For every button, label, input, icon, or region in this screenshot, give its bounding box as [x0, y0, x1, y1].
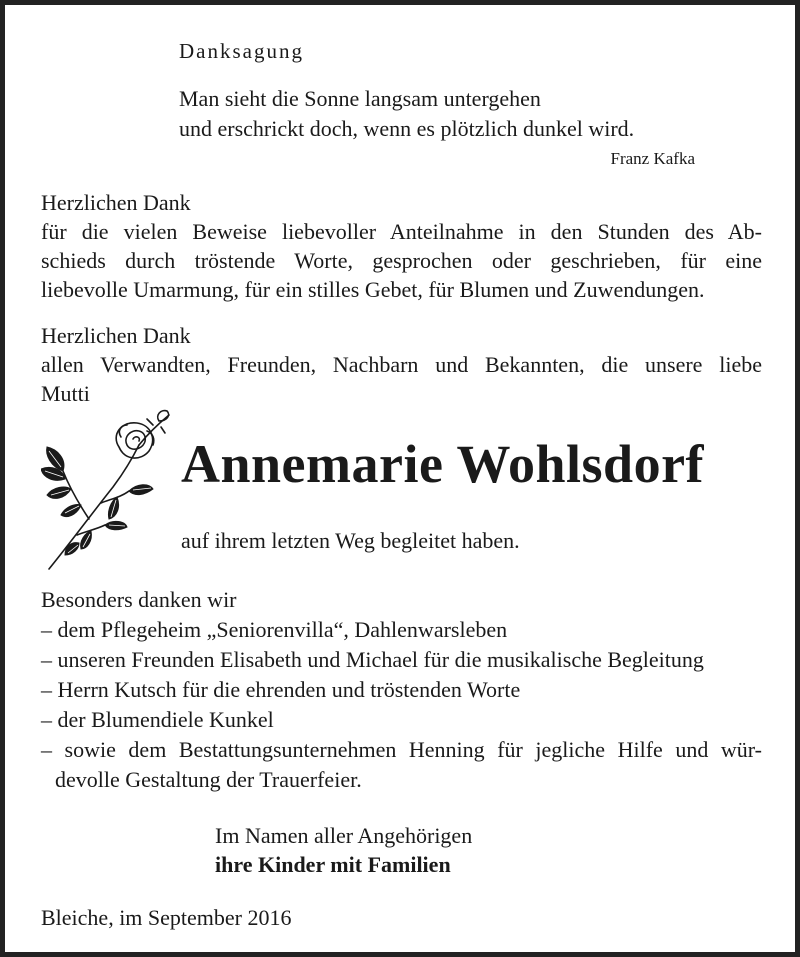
thanks-text-line: allen Verwandten, Freunden, Nachbarn und Bekannten, die unsere liebe	[41, 352, 762, 377]
list-item: – unseren Freunden Elisabeth und Michael für die musikalische Begleitung	[41, 647, 704, 672]
signature-line-1: Im Namen aller Angehörigen	[215, 823, 473, 848]
signature-line-2: ihre Kinder mit Familien	[215, 852, 451, 877]
rose-icon	[41, 407, 175, 575]
quote-line-1: Man sieht die Sonne langsam untergehen	[179, 86, 541, 111]
deceased-name: Annemarie Wohlsdorf	[181, 434, 705, 494]
thanks-text-line: Mutti	[41, 381, 90, 406]
thanks-text-line: liebevolle Umarmung, für ein stilles Gebet, für Blumen und Zuwendungen.	[41, 277, 705, 302]
list-item: – Herrn Kutsch für die ehrenden und tröstenden Worte	[41, 677, 521, 702]
place-date: Bleiche, im September 2016	[41, 905, 292, 930]
list-item: – der Blumendiele Kunkel	[41, 707, 274, 732]
thanks-heading-1: Herzlichen Dank	[41, 190, 191, 215]
accompanied-line: auf ihrem letzten Weg begleitet haben.	[181, 528, 520, 553]
list-item: – dem Pflegeheim „Seniorenvilla“, Dahlenwarsleben	[41, 617, 508, 642]
list-item: – sowie dem Bestattungsunternehmen Henning für jegliche Hilfe und wür-	[41, 737, 762, 762]
list-item-continuation: devolle Gestaltung der Trauerfeier.	[55, 767, 362, 792]
thanks-text-line: schieds durch tröstende Worte, gesprochen oder geschrieben, für eine	[41, 248, 762, 273]
thanks-heading-2: Herzlichen Dank	[41, 323, 191, 348]
thanks-text-line: für die vielen Beweise liebevoller Anteilnahme in den Stunden des Ab-	[41, 219, 762, 244]
quote-author: Franz Kafka	[610, 149, 695, 168]
special-thanks-heading: Besonders danken wir	[41, 587, 237, 612]
notice-heading: Danksagung	[179, 39, 304, 63]
quote-line-2: und erschrickt doch, wenn es plötzlich dunkel wird.	[179, 116, 635, 141]
